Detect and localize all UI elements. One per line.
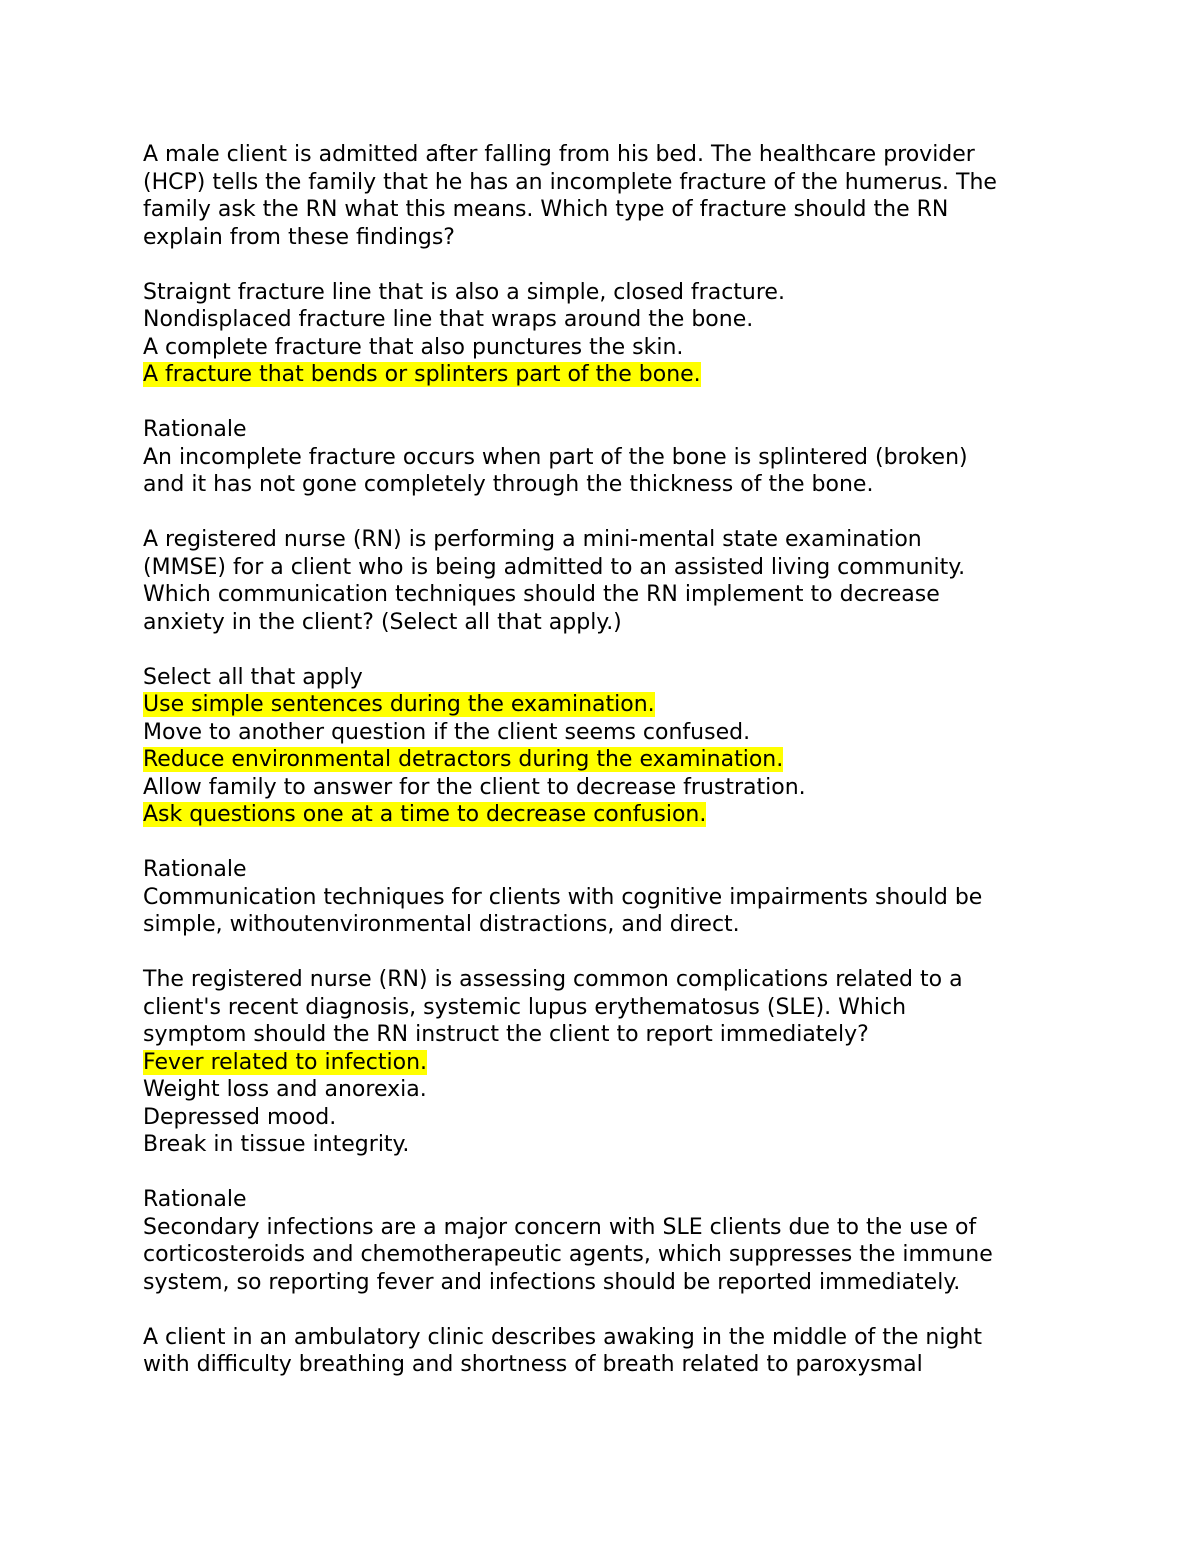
- question-text-line: client's recent diagnosis, systemic lupus erythematosus (SLE). Which: [143, 994, 907, 1020]
- question-text-line: explain from these findings?: [143, 224, 455, 250]
- rationale-2: [143, 856, 1103, 939]
- correct-answer-highlight: A fracture that bends or splinters part of the bone.: [143, 362, 701, 387]
- question-2: [143, 526, 1103, 636]
- question-text-line: A male client is admitted after falling from his bed. The healthcare provider: [143, 142, 975, 167]
- rationale-1: [143, 416, 1103, 499]
- answer-option: A complete fracture that also punctures the skin.: [143, 334, 684, 360]
- question-text-line: (MMSE) for a client who is being admitted to an assisted living community.: [143, 554, 966, 580]
- question-text-line: A client in an ambulatory clinic describes awaking in the middle of the night: [143, 1324, 982, 1350]
- rationale-text-line: simple, withoutenvironmental distractions, and direct.: [143, 912, 740, 937]
- answer-options-1: [143, 279, 1103, 389]
- rationale-3: [143, 1186, 1103, 1296]
- question-text-line: Which communication techniques should the RN implement to decrease: [143, 582, 940, 607]
- answer-option: Move to another question if the client seems confused.: [143, 719, 751, 745]
- rationale-text-line: Secondary infections are a major concern with SLE clients due to the use of: [143, 1214, 977, 1240]
- correct-answer-highlight: Ask questions one at a time to decrease confusion.: [143, 802, 707, 827]
- question-3: [143, 966, 1103, 1049]
- rationale-heading: Rationale: [143, 857, 247, 882]
- question-1: [143, 141, 1103, 251]
- answer-options-2: [143, 664, 1103, 829]
- rationale-text-line: and it has not gone completely through the thickness of the bone.: [143, 472, 874, 497]
- answer-option: Straignt fracture line that is also a simple, closed fracture.: [143, 279, 785, 305]
- rationale-heading: Rationale: [143, 1187, 247, 1212]
- question-text-line: symptom should the RN instruct the client to report immediately?: [143, 1022, 869, 1047]
- question-text-line: with difficulty breathing and shortness of breath related to paroxysmal: [143, 1352, 923, 1377]
- answer-option: Nondisplaced fracture line that wraps around the bone.: [143, 307, 754, 332]
- rationale-text-line: corticosteroids and chemotherapeutic agents, which suppresses the immune: [143, 1242, 993, 1267]
- answer-option: Weight loss and anorexia.: [143, 1077, 427, 1102]
- correct-answer-highlight: Fever related to infection.: [143, 1049, 428, 1075]
- rationale-text-line: An incomplete fracture occurs when part of the bone is splintered (broken): [143, 444, 968, 470]
- correct-answer-highlight: Reduce environmental detractors during the examination.: [143, 747, 784, 772]
- document-body: [143, 141, 1103, 1379]
- answer-option: Break in tissue integrity.: [143, 1132, 410, 1157]
- question-4: [143, 1324, 1103, 1379]
- select-all-instruction: Select all that apply: [143, 664, 363, 690]
- rationale-text-line: system, so reporting fever and infections should be reported immediately.: [143, 1269, 961, 1295]
- question-text-line: anxiety in the client? (Select all that apply.): [143, 609, 622, 635]
- answer-option: Allow family to answer for the client to decrease frustration.: [143, 774, 806, 800]
- correct-answer-highlight: Use simple sentences during the examination.: [143, 692, 655, 717]
- question-text-line: family ask the RN what this means. Which type of fracture should the RN: [143, 197, 949, 222]
- answer-options-3: [143, 1049, 1103, 1159]
- question-text-line: (HCP) tells the family that he has an incomplete fracture of the humerus. The: [143, 169, 997, 195]
- question-text-line: The registered nurse (RN) is assessing common complications related to a: [143, 967, 963, 992]
- rationale-heading: Rationale: [143, 417, 247, 442]
- answer-option: Depressed mood.: [143, 1104, 337, 1130]
- rationale-text-line: Communication techniques for clients with cognitive impairments should be: [143, 884, 983, 910]
- question-text-line: A registered nurse (RN) is performing a mini-mental state examination: [143, 527, 922, 552]
